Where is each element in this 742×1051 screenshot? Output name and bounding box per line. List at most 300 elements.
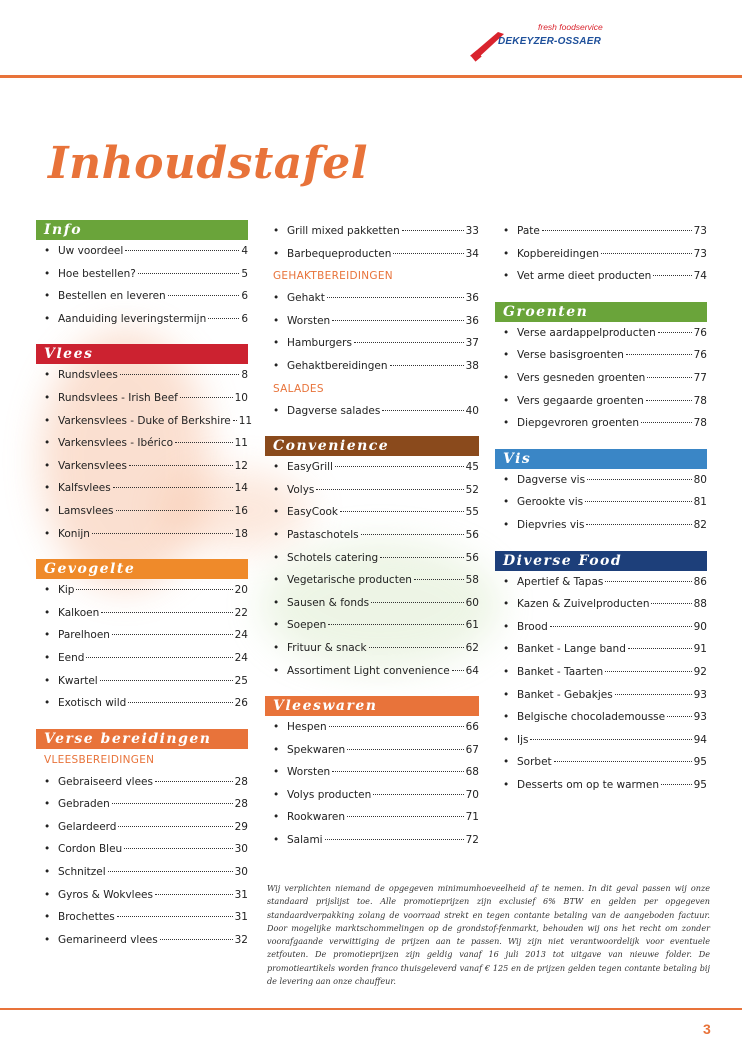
spacer xyxy=(495,537,707,551)
dot-leader xyxy=(354,342,464,343)
toc-entry[interactable] xyxy=(36,387,248,410)
header-rule xyxy=(0,75,742,78)
bullet-icon: • xyxy=(503,620,510,633)
toc-entry-page: 70 xyxy=(465,788,479,801)
toc-entry-label: Kip xyxy=(58,584,75,597)
toc-entry-page: 88 xyxy=(693,598,707,611)
dot-leader xyxy=(138,273,240,274)
toc-entry-page: 95 xyxy=(693,756,707,769)
toc-entry-page: 58 xyxy=(465,574,479,587)
toc-entry-label: Brood xyxy=(517,620,548,633)
bullet-icon: • xyxy=(273,337,280,350)
toc-entry-label: Dagverse salades xyxy=(287,404,381,417)
bullet-icon: • xyxy=(503,247,510,260)
toc-entry-label: Sorbet xyxy=(517,756,552,769)
bullet-icon: • xyxy=(273,743,280,756)
toc-entry[interactable] xyxy=(265,501,479,524)
dot-leader xyxy=(120,374,240,375)
toc-entry-label: Cordon Bleu xyxy=(58,843,123,856)
bullet-icon: • xyxy=(44,674,51,687)
toc-entry-page: 93 xyxy=(693,688,707,701)
bullet-icon: • xyxy=(273,314,280,327)
toc-entry-label: Gehaktbereidingen xyxy=(287,359,388,372)
toc-entry[interactable] xyxy=(265,829,479,852)
dot-leader xyxy=(380,557,463,558)
toc-entry[interactable] xyxy=(36,602,248,625)
toc-entry-page: 36 xyxy=(465,292,479,305)
toc-entry-page: 76 xyxy=(693,349,707,362)
toc-entry[interactable] xyxy=(36,624,248,647)
dot-leader xyxy=(382,410,463,411)
toc-entry-page: 77 xyxy=(693,371,707,384)
toc-entry-label: Banket - Taarten xyxy=(517,665,604,678)
toc-entry-page: 33 xyxy=(465,225,479,237)
dot-leader xyxy=(335,466,464,467)
toc-entry-label: Salami xyxy=(287,834,323,847)
dot-leader xyxy=(371,602,464,603)
toc-entry[interactable] xyxy=(265,220,479,243)
toc-entry[interactable] xyxy=(495,412,707,435)
toc-entry-page: 45 xyxy=(465,461,479,474)
spacer xyxy=(265,422,479,436)
toc-entry-page: 28 xyxy=(234,798,248,811)
toc-entry[interactable] xyxy=(36,410,253,433)
bullet-icon: • xyxy=(44,584,51,597)
bullet-icon: • xyxy=(44,504,51,517)
toc-entry-label: Vegetarische producten xyxy=(287,574,412,587)
toc-entry-page: 11 xyxy=(234,437,248,450)
toc-entry-label: Pastaschotels xyxy=(287,528,359,541)
bullet-icon: • xyxy=(273,404,280,417)
toc-entry-label: Kopbereidingen xyxy=(517,247,600,260)
toc-entry-label: Parelhoen xyxy=(58,629,110,642)
toc-entry[interactable] xyxy=(495,220,707,243)
bullet-icon: • xyxy=(273,811,280,824)
bullet-icon: • xyxy=(44,697,51,710)
toc-entry[interactable] xyxy=(265,332,479,355)
subsection-heading: SALADES xyxy=(273,382,324,395)
dot-leader xyxy=(554,761,692,762)
page-number: 3 xyxy=(703,1021,711,1037)
toc-entry-label: Rundsvlees - Irish Beef xyxy=(58,391,178,404)
toc-entry-label: Belgische chocolademousse xyxy=(517,711,666,724)
toc-entry[interactable] xyxy=(36,906,248,929)
toc-entry-page: 4 xyxy=(241,245,248,257)
toc-entry[interactable] xyxy=(495,491,707,514)
toc-entry-page: 91 xyxy=(693,643,707,656)
bullet-icon: • xyxy=(503,665,510,678)
toc-entry-label: Varkensvlees - Ibérico xyxy=(58,437,174,450)
section-header: Vis xyxy=(495,449,707,469)
toc-entry-page: 71 xyxy=(465,811,479,824)
toc-entry-page: 38 xyxy=(465,359,479,372)
dot-leader xyxy=(208,318,239,319)
toc-entry[interactable] xyxy=(265,660,479,683)
dot-leader xyxy=(647,377,691,378)
toc-entry-page: 28 xyxy=(234,775,248,788)
toc-entry-page: 20 xyxy=(234,584,248,597)
bullet-icon: • xyxy=(44,437,51,450)
toc-entry-page: 60 xyxy=(465,596,479,609)
toc-entry-label: Dagverse vis xyxy=(517,473,586,486)
section-header: Convenience xyxy=(265,436,479,456)
toc-entry-label: Kalfsvlees xyxy=(58,482,111,495)
toc-entry[interactable] xyxy=(36,816,248,839)
dot-leader xyxy=(550,626,692,627)
toc-entry[interactable] xyxy=(495,706,707,729)
toc-entry[interactable] xyxy=(495,344,707,367)
toc-entry-label: Hamburgers xyxy=(287,337,352,350)
spacer xyxy=(265,682,479,696)
toc-entry-page: 25 xyxy=(234,674,248,687)
toc-entry[interactable] xyxy=(495,638,707,661)
toc-entry-page: 30 xyxy=(234,843,248,856)
dot-leader xyxy=(369,647,464,648)
toc-entry-page: 5 xyxy=(241,267,248,280)
dot-leader xyxy=(112,634,233,635)
toc-entry-label: Verse aardappelproducten xyxy=(517,326,656,339)
toc-entry[interactable] xyxy=(36,240,248,263)
dot-leader xyxy=(175,442,233,443)
toc-entry[interactable] xyxy=(495,593,707,616)
toc-entry[interactable] xyxy=(265,614,479,637)
toc-entry-page: 74 xyxy=(693,270,707,283)
toc-entry[interactable] xyxy=(265,784,479,807)
toc-entry-page: 56 xyxy=(465,551,479,564)
dot-leader xyxy=(332,771,463,772)
toc-entry-label: Diepgevroren groenten xyxy=(517,417,640,430)
bullet-icon: • xyxy=(44,391,51,404)
toc-entry-label: Varkensvlees xyxy=(58,459,127,472)
toc-entry[interactable] xyxy=(495,751,707,774)
bullet-icon: • xyxy=(44,651,51,664)
toc-entry[interactable] xyxy=(36,455,248,478)
toc-entry-page: 62 xyxy=(465,641,479,654)
toc-entry[interactable] xyxy=(36,500,248,523)
toc-entry-page: 72 xyxy=(465,834,479,847)
toc-entry-page: 11 xyxy=(238,414,253,427)
bullet-icon: • xyxy=(503,326,510,339)
bullet-icon: • xyxy=(503,496,510,509)
toc-entry[interactable] xyxy=(265,310,479,333)
dot-leader xyxy=(155,894,233,895)
bullet-icon: • xyxy=(503,575,510,588)
toc-entry-page: 78 xyxy=(693,394,707,407)
toc-entry-label: Eend xyxy=(58,651,85,664)
page-title: Inhoudstafel xyxy=(48,138,368,189)
toc-column-1 xyxy=(36,220,253,951)
toc-entry[interactable] xyxy=(36,861,248,884)
toc-entry-page: 12 xyxy=(234,459,248,472)
toc-entry[interactable] xyxy=(495,265,707,288)
toc-entry-label: Lamsvlees xyxy=(58,504,114,517)
spacer xyxy=(495,288,707,302)
logo-tagline: fresh foodservice xyxy=(538,22,603,32)
toc-entry-label: Bestellen en leveren xyxy=(58,290,166,303)
toc-entry[interactable] xyxy=(265,355,479,378)
section-header: Gevogelte xyxy=(36,559,248,579)
toc-entry-label: Vers gesneden groenten xyxy=(517,371,646,384)
toc-entry-page: 61 xyxy=(465,619,479,632)
bullet-icon: • xyxy=(44,527,51,540)
bullet-icon: • xyxy=(44,312,51,325)
subsection-heading: VLEESBEREIDINGEN xyxy=(44,753,155,766)
toc-entry[interactable] xyxy=(495,661,707,684)
bullet-icon: • xyxy=(273,506,280,519)
toc-entry[interactable] xyxy=(265,569,479,592)
bullet-icon: • xyxy=(44,459,51,472)
toc-entry-page: 90 xyxy=(693,620,707,633)
dot-leader xyxy=(615,694,692,695)
section-header: Vlees xyxy=(36,344,248,364)
toc-entry[interactable] xyxy=(495,684,707,707)
toc-entry[interactable] xyxy=(36,523,248,546)
dot-leader xyxy=(414,579,464,580)
bullet-icon: • xyxy=(44,843,51,856)
dot-leader xyxy=(113,487,233,488)
disclaimer-text: Wij verplichten niemand de opgegeven minimumhoeveelheid af te nemen. In dit geval passen wij onze standaard prijslijst toe. Alle promotieprijzen zijn exclusief 6% BTW en gelden per opgegeven standaardverpakking zolang de voorraad strekt en tegen contante betaling van de aangeboden factuur. Door mogelijke marktschommelingen op de grondstof-fenmarkt, behouden wij ons het recht om zonder voorafgaande verwittiging de prijzen aan te passen. Wij zijn niet verantwoordelijk voor eventuele zetfouten. De promotieprijzen zijn geldig vanaf 16 juli 2013 tot uitgave van nieuwe folder. De promotieartikels worden franco thuisgeleverd vanaf € 125 en de prijzen gelden tegen contante betaling bij de levering aan onze chauffeur. xyxy=(267,883,710,987)
bullet-icon: • xyxy=(503,733,510,746)
bullet-icon: • xyxy=(503,643,510,656)
dot-leader xyxy=(347,749,464,750)
dot-leader xyxy=(340,511,464,512)
toc-entry-label: Schnitzel xyxy=(58,866,106,879)
dot-leader xyxy=(542,230,692,231)
dot-leader xyxy=(390,365,464,366)
bullet-icon: • xyxy=(44,888,51,901)
dot-leader xyxy=(160,939,233,940)
dot-leader xyxy=(601,253,692,254)
toc-entry[interactable] xyxy=(495,243,707,266)
dot-leader xyxy=(124,848,232,849)
toc-entry-label: EasyGrill xyxy=(287,461,333,474)
dot-leader xyxy=(585,501,691,502)
toc-entry[interactable] xyxy=(495,514,707,537)
bullet-icon: • xyxy=(273,225,280,237)
dot-leader xyxy=(646,400,692,401)
toc-entry-page: 40 xyxy=(465,404,479,417)
toc-entry-label: Kalkoen xyxy=(58,606,100,619)
toc-entry-label: Verse basisgroenten xyxy=(517,349,624,362)
toc-entry[interactable] xyxy=(495,390,707,413)
spacer xyxy=(36,715,248,729)
dot-leader xyxy=(327,297,464,298)
toc-entry[interactable] xyxy=(265,456,479,479)
toc-entry-page: 16 xyxy=(234,504,248,517)
dot-leader xyxy=(329,726,464,727)
toc-entry-page: 24 xyxy=(234,629,248,642)
toc-column-3 xyxy=(495,220,707,796)
toc-entry[interactable] xyxy=(36,308,248,331)
toc-entry-label: Ijs xyxy=(517,733,529,746)
toc-entry-label: Varkensvlees - Duke of Berkshire xyxy=(58,414,231,427)
bullet-icon: • xyxy=(44,866,51,879)
dot-leader xyxy=(233,420,237,421)
toc-entry[interactable] xyxy=(36,793,248,816)
bullet-icon: • xyxy=(44,775,51,788)
toc-entry[interactable] xyxy=(36,364,248,387)
dot-leader xyxy=(108,871,233,872)
toc-entry-label: Spekwaren xyxy=(287,743,346,756)
dot-leader xyxy=(658,332,692,333)
toc-entry[interactable] xyxy=(265,761,479,784)
toc-entry-page: 14 xyxy=(234,482,248,495)
toc-entry-page: 29 xyxy=(234,820,248,833)
toc-entry[interactable] xyxy=(36,771,248,794)
bullet-icon: • xyxy=(273,721,280,734)
bullet-icon: • xyxy=(273,766,280,779)
toc-entry-label: Gemarineerd vlees xyxy=(58,933,158,946)
bullet-icon: • xyxy=(273,461,280,474)
toc-entry[interactable] xyxy=(265,547,479,570)
dot-leader xyxy=(373,794,463,795)
toc-entry[interactable] xyxy=(265,287,479,310)
toc-entry[interactable] xyxy=(495,774,707,797)
toc-entry-label: Banket - Gebakjes xyxy=(517,688,613,701)
toc-entry-page: 67 xyxy=(465,743,479,756)
toc-entry[interactable] xyxy=(265,400,479,423)
toc-entry[interactable] xyxy=(495,729,707,752)
toc-column-2 xyxy=(265,220,479,852)
dot-leader xyxy=(402,230,464,231)
bullet-icon: • xyxy=(44,267,51,280)
bullet-icon: • xyxy=(503,518,510,531)
company-logo xyxy=(468,22,618,60)
toc-entry-label: Schotels catering xyxy=(287,551,379,564)
toc-entry-page: 73 xyxy=(693,247,707,260)
section-header: Vleeswaren xyxy=(265,696,479,716)
section-header: Diverse Food xyxy=(495,551,707,571)
toc-entry[interactable] xyxy=(265,637,479,660)
toc-entry-label: Brochettes xyxy=(58,911,115,924)
dot-leader xyxy=(116,510,233,511)
toc-entry[interactable] xyxy=(36,884,248,907)
toc-entry-label: Rundsvlees xyxy=(58,369,118,382)
dot-leader xyxy=(118,826,232,827)
toc-entry[interactable] xyxy=(265,739,479,762)
toc-entry[interactable] xyxy=(36,929,248,952)
toc-entry[interactable] xyxy=(495,322,707,345)
toc-entry-page: 30 xyxy=(234,866,248,879)
dot-leader xyxy=(667,716,692,717)
toc-entry-page: 18 xyxy=(234,527,248,540)
toc-entry-label: Kazen & Zuivelproducten xyxy=(517,598,650,611)
toc-entry-page: 52 xyxy=(465,483,479,496)
toc-entry-label: Vers gegaarde groenten xyxy=(517,394,644,407)
toc-entry[interactable] xyxy=(265,243,479,266)
toc-entry[interactable] xyxy=(36,263,248,286)
toc-entry-page: 82 xyxy=(693,518,707,531)
bullet-icon: • xyxy=(44,290,51,303)
dot-leader xyxy=(587,479,692,480)
bullet-icon: • xyxy=(273,528,280,541)
toc-entry-page: 31 xyxy=(234,888,248,901)
toc-entry-label: EasyCook xyxy=(287,506,339,519)
logo-name: DEKEYZER-OSSAER xyxy=(498,36,602,47)
toc-entry-page: 93 xyxy=(693,711,707,724)
toc-entry-page: 31 xyxy=(234,911,248,924)
toc-entry[interactable] xyxy=(36,477,248,500)
bullet-icon: • xyxy=(273,664,280,677)
toc-entry[interactable] xyxy=(495,616,707,639)
toc-entry[interactable] xyxy=(265,806,479,829)
dot-leader xyxy=(651,603,691,604)
bullet-icon: • xyxy=(273,551,280,564)
bullet-icon: • xyxy=(273,574,280,587)
toc-entry[interactable] xyxy=(265,524,479,547)
toc-entry-label: Gelardeerd xyxy=(58,820,117,833)
dot-leader xyxy=(100,680,233,681)
dot-leader xyxy=(316,489,463,490)
dot-leader xyxy=(76,589,232,590)
dot-leader xyxy=(168,295,240,296)
dot-leader xyxy=(86,657,232,658)
dot-leader xyxy=(101,612,232,613)
toc-entry-label: Barbequeproducten xyxy=(287,247,392,260)
toc-entry-label: Exotisch wild xyxy=(58,697,127,710)
dot-leader xyxy=(112,803,233,804)
section-header: Groenten xyxy=(495,302,707,322)
toc-entry-page: 32 xyxy=(234,933,248,946)
dot-leader xyxy=(661,784,692,785)
dot-leader xyxy=(125,250,239,251)
toc-entry-label: Kwartel xyxy=(58,674,98,687)
toc-entry-page: 73 xyxy=(693,225,707,237)
toc-entry-label: Banket - Lange band xyxy=(517,643,626,656)
toc-entry[interactable] xyxy=(36,647,248,670)
bullet-icon: • xyxy=(503,688,510,701)
toc-entry[interactable] xyxy=(36,579,248,602)
toc-entry[interactable] xyxy=(36,670,248,693)
toc-entry-label: Rookwaren xyxy=(287,811,345,824)
dot-leader xyxy=(653,275,691,276)
dot-leader xyxy=(605,671,691,672)
footer-rule xyxy=(0,1008,742,1010)
bullet-icon: • xyxy=(273,483,280,496)
toc-entry-page: 6 xyxy=(241,312,248,325)
bullet-icon: • xyxy=(273,619,280,632)
bullet-icon: • xyxy=(503,756,510,769)
dot-leader xyxy=(117,916,233,917)
toc-entry-label: Assortiment Light convenience xyxy=(287,664,450,677)
bullet-icon: • xyxy=(503,778,510,791)
toc-entry[interactable] xyxy=(265,592,479,615)
toc-entry[interactable] xyxy=(36,432,248,455)
toc-entry[interactable] xyxy=(36,285,248,308)
dot-leader xyxy=(325,839,464,840)
toc-entry-page: 10 xyxy=(234,391,248,404)
toc-entry[interactable] xyxy=(495,571,707,594)
bullet-icon: • xyxy=(44,933,51,946)
toc-entry[interactable] xyxy=(495,367,707,390)
toc-entry-label: Vet arme dieet producten xyxy=(517,270,652,283)
toc-entry-label: Gebraiseerd vlees xyxy=(58,775,153,788)
toc-entry[interactable] xyxy=(265,479,479,502)
toc-entry-page: 94 xyxy=(693,733,707,746)
bullet-icon: • xyxy=(503,711,510,724)
toc-entry[interactable] xyxy=(36,692,248,715)
toc-entry-page: 6 xyxy=(241,290,248,303)
toc-entry[interactable] xyxy=(265,716,479,739)
bullet-icon: • xyxy=(273,359,280,372)
bullet-icon: • xyxy=(44,820,51,833)
toc-entry[interactable] xyxy=(495,469,707,492)
dot-leader xyxy=(155,781,233,782)
toc-entry[interactable] xyxy=(36,838,248,861)
bullet-icon: • xyxy=(44,629,51,642)
dot-leader xyxy=(641,422,692,423)
toc-entry-label: Worsten xyxy=(287,766,331,779)
